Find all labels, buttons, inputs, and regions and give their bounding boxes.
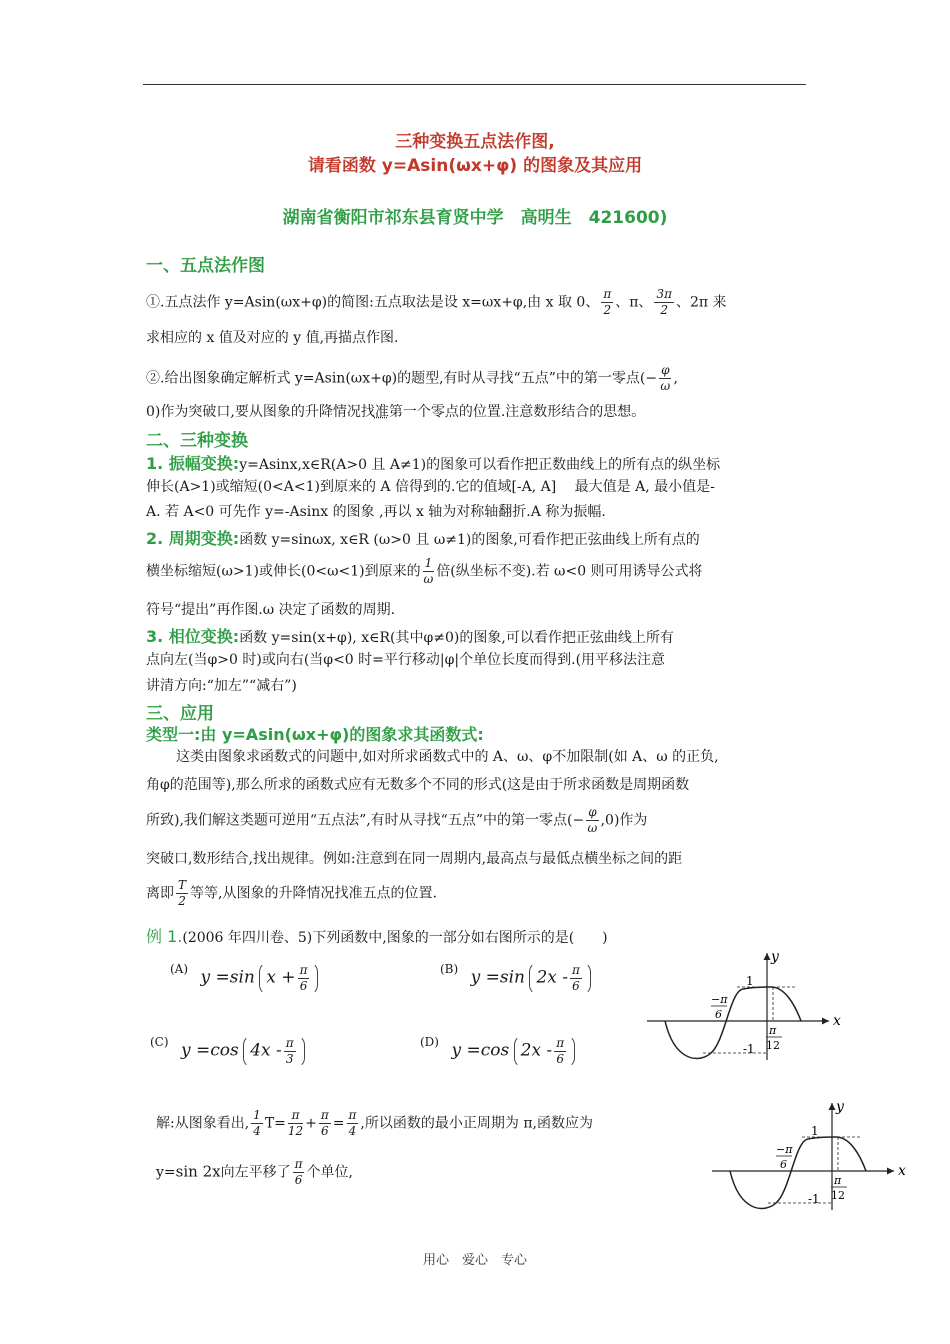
type1-heading: 类型一:由 y=Asin(ωx+φ)的图象求其函数式: — [146, 725, 484, 744]
amplitude-line3: A. 若 A<0 可先作 y=-Asinx 的图象 ,再以 x 轴为对称轴翻折.A 称为振幅. — [146, 504, 606, 520]
header-rule — [143, 84, 806, 85]
type1-para-line1: 这类由图象求函数式的问题中,如对所求函数式中的 A、ω、φ不加限制(如 A、ω 的正负, — [176, 749, 719, 765]
amplitude-line1: 1. 振幅变换:y=Asinx,x∈R(A>0 且 A≠1)的图象可以看作把正数曲线上的所有点的纵坐标 — [146, 454, 721, 473]
frac-3pi-over-2: $\frac{3\pi}{2}$ — [656, 287, 672, 317]
right-tick-den: 12 — [766, 1039, 780, 1052]
period-line3: 符号“提出”再作图.ω 决定了函数的周期. — [146, 602, 396, 618]
sine-curve — [665, 987, 801, 1058]
one-label-2: 1 — [811, 1124, 819, 1138]
neg-one-label: -1 — [743, 1042, 755, 1056]
option-a[interactable]: (A) y =sin x + $\frac{\pi}{6}$ — [170, 962, 318, 995]
frac-phi-over-omega-2: $\frac{\varphi}{\omega}$ — [587, 805, 598, 835]
doc-title-line1: 三种变换五点法作图, — [395, 132, 555, 152]
x-label: x — [833, 1013, 841, 1029]
section1-para2-line2: 0)作为突破口,要从图象的升降情况找准第一个零点的位置.注意数形结合的思想。 — [146, 404, 646, 420]
y-label-2: y — [836, 1099, 844, 1115]
right-tick-num-2: π — [834, 1174, 842, 1187]
type1-para-line3: 所致),我们解这类题可逆用“五点法”,有时从寻找“五点”中的第一零点(− $\frac{\varphi}{\omega}$ ,0)作为 — [146, 805, 648, 835]
section1-para2-line1: ②.给出图象确定解析式 y=Asin(ωx+φ)的题型,有时从寻找“五点”中的第一零点(− $\frac{\varphi}{\omega}$ , — [146, 363, 678, 393]
section1-heading: 一、五点法作图 — [146, 256, 265, 276]
amplitude-line2: 伸长(A>1)或缩短(0<A<1)到原来的 A 倍得到的.它的值域[-A, A] 最大值是 A, 最小值是- — [146, 479, 715, 495]
period-line1: 2. 周期变换:函数 y=sinωx, x∈R (ω>0 且 ω≠1)的图象,可看作把正弦曲线上所有点的 — [146, 529, 700, 548]
right-tick-den-2: 12 — [831, 1189, 845, 1202]
y-label: y — [771, 949, 779, 965]
example-graph — [645, 945, 845, 1065]
section2-heading: 二、三种变换 — [146, 431, 248, 451]
right-tick-num: π — [769, 1024, 777, 1037]
left-tick-den-2: 6 — [780, 1158, 787, 1171]
x-label-2: x — [898, 1163, 906, 1179]
type1-para-line4: 突破口,数形结合,找出规律。例如:注意到在同一周期内,最高点与最低点横坐标之间的距 — [146, 851, 683, 867]
frac-pi-over-2: $\frac{\pi}{2}$ — [603, 287, 612, 317]
option-b[interactable]: (B) y =sin 2x - $\frac{\pi}{6}$ — [440, 962, 591, 995]
left-tick-den: 6 — [715, 1008, 722, 1021]
frac-1-over-omega: $\frac{1}{\omega}$ — [423, 556, 434, 586]
section3-heading: 三、应用 — [146, 704, 214, 724]
frac-phi-over-omega: $\frac{\varphi}{\omega}$ — [660, 363, 671, 393]
section1-para1-line2: 求相应的 x 值及对应的 y 值,再描点作图. — [146, 330, 399, 346]
type1-para-line2: 角φ的范围等),那么所求的函数式应有无数多个不同的形式(这是由于所求函数是周期函数 — [146, 777, 690, 793]
neg-one-label-2: -1 — [808, 1192, 820, 1206]
phase-line3: 讲清方向:“加左”“减右”) — [146, 678, 297, 694]
doc-title-line2: 请看函数 y=Asin(ωx+φ) 的图象及其应用 — [307, 156, 643, 176]
author-line: 湖南省衡阳市祁东县育贤中学 高明生 421600) — [282, 208, 668, 228]
example1-line: 例 1.(2006 年四川卷、5)下列函数中,图象的一部分如右图所示的是( ) — [146, 927, 608, 946]
sine-curve-2 — [730, 1137, 866, 1208]
option-c[interactable]: (C) y =cos 4x - $\frac{\pi}{3}$ — [150, 1035, 305, 1068]
one-label: 1 — [746, 974, 754, 988]
page-footer: 用心 爱心 专心 — [422, 1253, 527, 1268]
phase-line2: 点向左(当φ>0 时)或向右(当φ<0 时=平行移动|φ|个单位长度而得到.(用平移法注意 — [146, 652, 666, 668]
section1-para1-line1: ①.五点法作 y=Asin(ωx+φ)的简图:五点取法是设 x=ωx+φ,由 x 取 0、 $\frac{\pi}{2}$ 、π、 $\frac{3\pi}{2}$ 、2π 来 — [146, 287, 727, 317]
solution-graph — [710, 1095, 910, 1215]
option-d[interactable]: (D) y =cos 2x - $\frac{\pi}{6}$ — [420, 1035, 575, 1068]
phase-line1: 3. 相位变换:函数 y=sin(x+φ), x∈R(其中φ≠0)的图象,可以看作把正弦曲线上所有 — [146, 627, 674, 646]
frac-T-over-2: $\frac{T}{2}$ — [178, 878, 187, 908]
type1-para-line5: 离即 $\frac{T}{2}$ 等等,从图象的升降情况找准五点的位置. — [146, 878, 437, 908]
period-line2: 横坐标缩短(ω>1)或伸长(0<ω<1)到原来的 $\frac{1}{\omega}$ 倍(纵坐标不变).若 ω<0 则可用诱导公式将 — [146, 556, 703, 586]
left-tick-num: −π — [711, 993, 728, 1006]
solution-line2: y=sin 2x向左平移了 $\frac{\pi}{6}$ 个单位, — [156, 1157, 353, 1187]
left-tick-num-2: −π — [776, 1143, 793, 1156]
solution-line1: 解:从图象看出, $\frac{1}{4}$ T= $\frac{\pi}{12}$ + $\frac{\pi}{6}$ = $\frac{\pi}{4}$ ,所以函数的最小正周期为 π,函数应为 — [156, 1108, 593, 1138]
